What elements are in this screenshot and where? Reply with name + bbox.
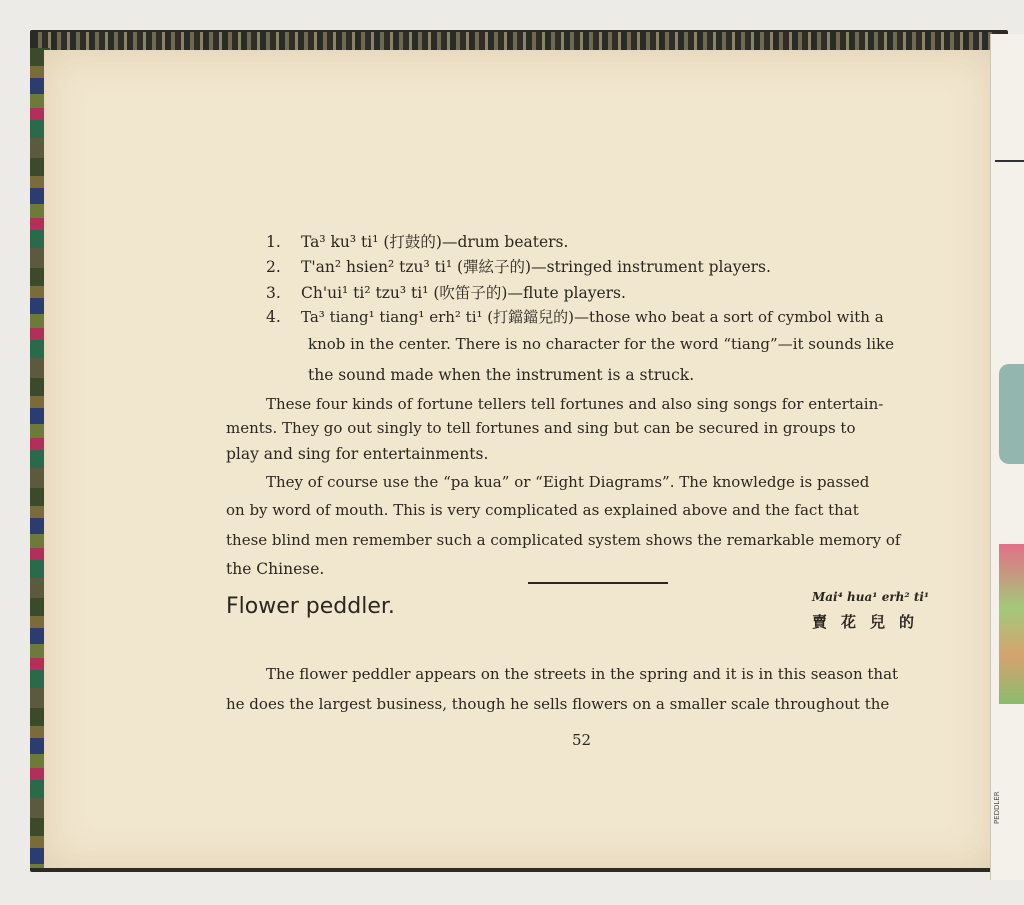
list-item-continuation: knob in the center. There is no character for the word “tiang”—it sounds like [308, 335, 894, 353]
facing-page-edge [990, 34, 1024, 880]
book-page [44, 50, 994, 868]
section-divider [528, 582, 668, 584]
paragraph-line: ments. They go out singly to tell fortunes and sing but can be secured in groups to [226, 419, 856, 437]
paragraph-line: on by word of mouth. This is very complicated as explained above and the fact that [226, 501, 859, 519]
section-heading: Flower peddler. [226, 594, 395, 619]
list-number: 1. [266, 233, 281, 251]
facing-page-illustration-flowers [999, 544, 1024, 704]
section-chinese-title: 賣花兒的 [812, 613, 929, 631]
paragraph-line: These four kinds of fortune tellers tell fortunes and also sing songs for entertain- [266, 395, 884, 413]
paragraph-line: he does the largest business, though he sells flowers on a smaller scale throughout the [226, 695, 890, 713]
list-item: T'an² hsien² tzu³ ti¹ (彈絃子的)—stringed instrument players. [301, 258, 771, 276]
list-item: Ch'ui¹ ti² tzu³ ti¹ (吹笛子的)—flute players. [301, 284, 626, 302]
facing-page-illustration-top [999, 364, 1024, 464]
paragraph-line: play and sing for entertainments. [226, 445, 489, 463]
facing-page-rule [995, 160, 1024, 162]
book-top-edge [32, 32, 998, 50]
list-number: 3. [266, 284, 281, 302]
section-romanization: Mai⁴ hua¹ erh² ti¹ [812, 590, 930, 604]
list-number: 4. [266, 308, 281, 326]
paragraph-line: They of course use the “pa kua” or “Eight Diagrams”. The knowledge is passed [266, 473, 870, 491]
list-number: 2. [266, 258, 281, 276]
page-number: 52 [572, 731, 592, 749]
paragraph-line: the Chinese. [226, 560, 325, 578]
paragraph-line: these blind men remember such a complicated system shows the remarkable memory of [226, 531, 901, 549]
list-item-continuation: the sound made when the instrument is a struck. [308, 366, 695, 384]
paragraph-line: The flower peddler appears on the streets in the spring and it is in this season that [266, 665, 899, 683]
list-item: Ta³ tiang¹ tiang¹ erh² ti¹ (打鐺鐺兒的)—those who beat a sort of cymbol with a [301, 308, 884, 326]
list-item: Ta³ ku³ ti¹ (打鼓的)—drum beaters. [301, 233, 569, 251]
facing-page-caption: PEDDLER [993, 791, 1001, 824]
